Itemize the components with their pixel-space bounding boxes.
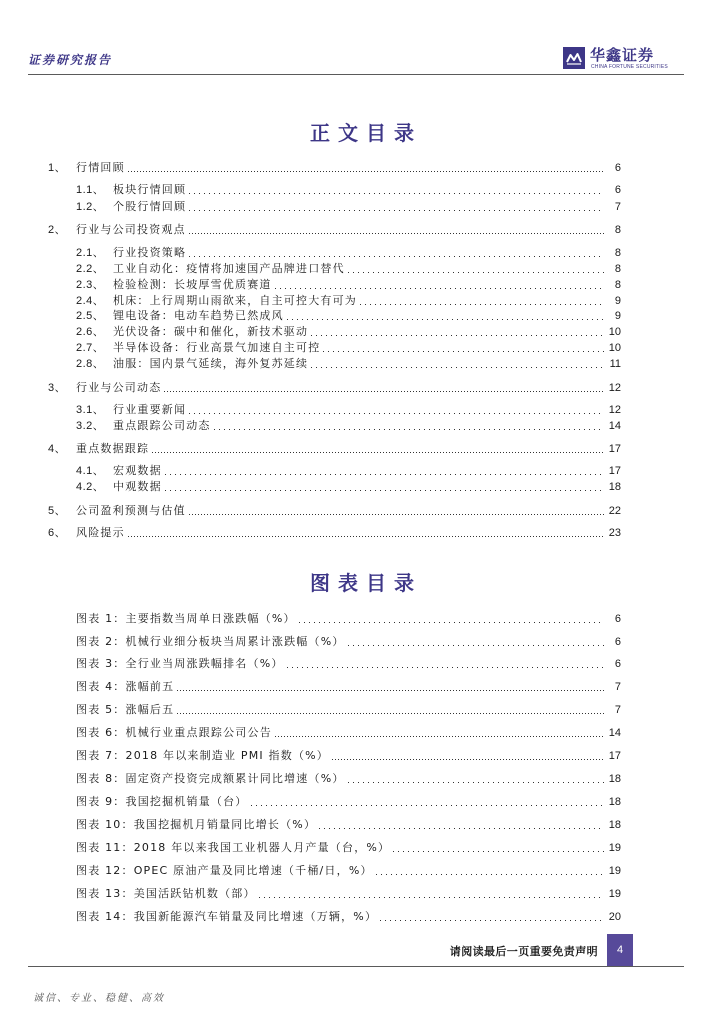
report-type-label: 证券研究报告 xyxy=(28,53,113,67)
dot-leader xyxy=(275,736,604,737)
toc-entry-page: 7 xyxy=(614,201,621,213)
figure-entry-label: 图表 7： xyxy=(76,749,126,762)
figure-entry-page: 6 xyxy=(614,658,621,670)
toc-title: 正文目录 xyxy=(310,121,422,145)
figure-entry[interactable] xyxy=(76,772,621,786)
figure-entry-page: 19 xyxy=(608,865,621,877)
figure-entry[interactable] xyxy=(76,864,621,878)
toc-entry-number: 2.8、 xyxy=(76,358,105,370)
figure-entry-label: 图表 9： xyxy=(76,795,126,808)
toc-entry-number: 1.1、 xyxy=(76,184,105,196)
figure-entry-title: 我国挖掘机月销量同比增长（%） xyxy=(133,818,317,831)
toc-entry[interactable] xyxy=(48,504,621,518)
figure-entry-title: 主要指数当周单日涨跌幅（%） xyxy=(125,612,296,625)
figure-entry[interactable] xyxy=(76,795,621,809)
toc-entry[interactable] xyxy=(76,341,621,355)
toc-entry-page: 6 xyxy=(614,184,621,196)
figure-entry-title: 2018 年以来我国工业机器人月产量（台，%） xyxy=(133,841,391,854)
toc-entry[interactable] xyxy=(76,464,621,478)
toc-entry-page: 8 xyxy=(614,224,621,236)
toc-entry-page: 9 xyxy=(614,295,621,307)
toc-entry[interactable] xyxy=(76,262,621,276)
figure-entry-label: 图表 3： xyxy=(76,657,126,670)
figure-entry[interactable] xyxy=(76,818,621,832)
figure-entry[interactable] xyxy=(76,887,621,901)
toc-entry-title: 机床：上行周期山雨欲来，自主可控大有可为 xyxy=(113,294,357,307)
huaxin-logo-icon xyxy=(563,47,585,69)
dot-leader xyxy=(177,690,604,691)
dot-leader xyxy=(189,413,604,414)
toc-entry-page: 8 xyxy=(614,247,621,259)
figure-entry-label: 图表 2： xyxy=(76,635,126,648)
dot-leader xyxy=(348,272,604,273)
figure-entry-page: 14 xyxy=(608,727,621,739)
toc-entry-title: 工业自动化：疫情将加速国产品牌进口替代 xyxy=(113,262,345,275)
toc-entry-title: 重点数据跟踪 xyxy=(76,442,150,455)
figure-entry[interactable] xyxy=(76,657,621,671)
dot-leader xyxy=(164,391,603,392)
toc-entry[interactable] xyxy=(48,526,621,540)
toc-entry[interactable] xyxy=(76,480,621,494)
toc-entry[interactable] xyxy=(48,161,621,175)
toc-entry-number: 2.5、 xyxy=(76,310,105,322)
company-logo-english: CHINA FORTUNE SECURITIES xyxy=(591,64,668,70)
dot-leader xyxy=(128,536,604,537)
figure-entry-page: 19 xyxy=(608,888,621,900)
toc-entry-title: 行业投资策略 xyxy=(113,246,187,259)
toc-entry[interactable] xyxy=(48,442,621,456)
toc-entry-number: 3、 xyxy=(48,382,67,394)
dot-leader xyxy=(311,367,604,368)
dot-leader xyxy=(251,805,604,806)
company-logo-name: 华鑫证券 xyxy=(590,46,655,64)
figure-entry-title: 涨幅后五 xyxy=(125,703,175,716)
dot-leader xyxy=(393,851,604,852)
toc-entry[interactable] xyxy=(76,294,621,308)
figure-entry-title: 机械行业细分板块当周累计涨跌幅（%） xyxy=(125,635,345,648)
figure-entry-title: 美国活跃钻机数（部） xyxy=(133,887,256,900)
dot-leader xyxy=(189,210,604,211)
toc-entry-page: 10 xyxy=(608,326,621,338)
figure-entry-title: 2018 年以来制造业 PMI 指数（%） xyxy=(125,749,330,762)
disclaimer-notice: 请阅读最后一页重要免责声明 xyxy=(449,945,598,958)
figure-list-title: 图表目录 xyxy=(310,571,422,595)
figure-entry-label: 图表 8： xyxy=(76,772,126,785)
toc-entry-page: 10 xyxy=(608,342,621,354)
figure-entry-page: 18 xyxy=(608,819,621,831)
toc-entry[interactable] xyxy=(76,419,621,433)
figure-entry[interactable] xyxy=(76,749,621,763)
figure-entry-label: 图表 11： xyxy=(76,841,134,854)
figure-entry-page: 19 xyxy=(608,842,621,854)
toc-entry-page: 9 xyxy=(614,310,621,322)
dot-leader xyxy=(376,874,604,875)
toc-entry-page: 23 xyxy=(608,527,621,539)
toc-entry-number: 1.2、 xyxy=(76,201,105,213)
figure-entry-page: 17 xyxy=(608,750,621,762)
dot-leader xyxy=(287,319,604,320)
toc-entry[interactable] xyxy=(76,278,621,292)
figure-entry-label: 图表 5： xyxy=(76,703,126,716)
figure-entry-page: 18 xyxy=(608,773,621,785)
figure-entry-label: 图表 4： xyxy=(76,680,126,693)
footer-divider xyxy=(28,966,684,967)
dot-leader xyxy=(189,256,604,257)
figure-entry-title: OPEC 原油产量及同比增速（千桶/日，%） xyxy=(133,864,373,877)
toc-entry[interactable] xyxy=(48,223,621,237)
toc-entry-number: 2.4、 xyxy=(76,295,105,307)
toc-entry-page: 8 xyxy=(614,263,621,275)
toc-entry-number: 5、 xyxy=(48,505,67,517)
figure-entry-label: 图表 1： xyxy=(76,612,126,625)
page-number-badge: 4 xyxy=(607,934,633,967)
toc-entry-number: 4.2、 xyxy=(76,481,105,493)
toc-entry-number: 3.1、 xyxy=(76,404,105,416)
figure-entry[interactable] xyxy=(76,680,621,694)
dot-leader xyxy=(189,514,604,515)
toc-entry-number: 1、 xyxy=(48,162,67,174)
dot-leader xyxy=(299,622,604,623)
toc-entry-page: 18 xyxy=(608,481,621,493)
toc-entry-number: 4.1、 xyxy=(76,465,105,477)
toc-entry-title: 油服：国内景气延续，海外复苏延续 xyxy=(113,357,309,370)
figure-entry[interactable] xyxy=(76,703,621,717)
toc-entry-page: 17 xyxy=(608,465,621,477)
toc-entry-title: 行业与公司动态 xyxy=(76,381,162,394)
toc-entry-title: 行业与公司投资观点 xyxy=(76,223,186,236)
dot-leader xyxy=(214,429,604,430)
figure-entry[interactable] xyxy=(76,841,621,855)
toc-entry-title: 行业重要新闻 xyxy=(113,403,187,416)
toc-entry-number: 2.1、 xyxy=(76,247,105,259)
toc-entry[interactable] xyxy=(76,309,621,323)
toc-entry-title: 光伏设备：碳中和催化，新技术驱动 xyxy=(113,325,309,338)
figure-entry-title: 我国新能源汽车销量及同比增速（万辆，%） xyxy=(133,910,378,923)
toc-entry-title: 板块行情回顾 xyxy=(113,183,187,196)
figure-entry-page: 7 xyxy=(614,704,621,716)
dot-leader xyxy=(332,759,604,760)
toc-entry[interactable] xyxy=(76,403,621,417)
toc-entry-page: 11 xyxy=(609,358,621,370)
figure-entry-label: 图表 12： xyxy=(76,864,134,877)
toc-entry-number: 2.2、 xyxy=(76,263,105,275)
toc-entry-number: 6、 xyxy=(48,527,67,539)
figure-entry-page: 18 xyxy=(608,796,621,808)
toc-entry[interactable] xyxy=(48,381,621,395)
figure-entry-label: 图表 6： xyxy=(76,726,126,739)
figure-entry-page: 6 xyxy=(614,613,621,625)
toc-entry[interactable] xyxy=(76,200,621,214)
toc-entry-number: 2.7、 xyxy=(76,342,105,354)
dot-leader xyxy=(348,645,604,646)
toc-entry-page: 22 xyxy=(608,505,621,517)
toc-entry-number: 2、 xyxy=(48,224,67,236)
toc-entry[interactable] xyxy=(76,246,621,260)
dot-leader xyxy=(259,897,604,898)
toc-entry-page: 14 xyxy=(608,420,621,432)
toc-entry[interactable] xyxy=(76,325,621,339)
toc-entry-number: 2.6、 xyxy=(76,326,105,338)
toc-entry-number: 3.2、 xyxy=(76,420,105,432)
dot-leader xyxy=(275,288,604,289)
toc-entry-title: 重点跟踪公司动态 xyxy=(113,419,211,432)
toc-entry[interactable] xyxy=(76,357,621,371)
figure-entry-page: 7 xyxy=(614,681,621,693)
figure-entry-title: 全行业当周涨跌幅排名（%） xyxy=(125,657,284,670)
dot-leader xyxy=(165,474,604,475)
figure-entry[interactable] xyxy=(76,726,621,740)
dot-leader xyxy=(348,782,604,783)
dot-leader xyxy=(152,452,604,453)
figure-entry[interactable] xyxy=(76,910,621,924)
toc-entry-title: 半导体设备：行业高景气加速自主可控 xyxy=(113,341,321,354)
dot-leader xyxy=(360,304,604,305)
dot-leader xyxy=(380,920,604,921)
figure-entry-page: 6 xyxy=(614,636,621,648)
toc-entry-title: 中观数据 xyxy=(113,480,162,493)
dot-leader xyxy=(323,351,603,352)
figure-entry-title: 固定资产投资完成额累计同比增速（%） xyxy=(125,772,345,785)
toc-entry-page: 17 xyxy=(608,443,621,455)
toc-entry-number: 2.3、 xyxy=(76,279,105,291)
toc-entry-number: 4、 xyxy=(48,443,67,455)
toc-entry-title: 宏观数据 xyxy=(113,464,162,477)
figure-entry-label: 图表 10： xyxy=(76,818,134,831)
dot-leader xyxy=(177,713,604,714)
toc-entry-page: 12 xyxy=(608,404,621,416)
toc-entry-title: 个股行情回顾 xyxy=(113,200,187,213)
toc-entry-title: 锂电设备：电动车趋势已然成风 xyxy=(113,309,284,322)
dot-leader xyxy=(311,335,604,336)
toc-entry-title: 风险提示 xyxy=(76,526,125,539)
dot-leader xyxy=(189,233,604,234)
dot-leader xyxy=(165,490,604,491)
toc-entry[interactable] xyxy=(76,183,621,197)
dot-leader xyxy=(287,667,604,668)
figure-entry-title: 涨幅前五 xyxy=(125,680,175,693)
dot-leader xyxy=(128,171,604,172)
figure-entry-page: 20 xyxy=(608,911,621,923)
toc-entry-page: 8 xyxy=(614,279,621,291)
figure-entry-label: 图表 14： xyxy=(76,910,134,923)
figure-entry-title: 我国挖掘机销量（台） xyxy=(125,795,248,808)
header-divider xyxy=(28,74,684,75)
toc-entry-title: 公司盈利预测与估值 xyxy=(76,504,186,517)
figure-entry-label: 图表 13： xyxy=(76,887,134,900)
figure-entry[interactable] xyxy=(76,635,621,649)
dot-leader xyxy=(319,828,604,829)
figure-entry[interactable] xyxy=(76,612,621,626)
toc-entry-title: 检验检测：长坡厚雪优质赛道 xyxy=(113,278,272,291)
toc-entry-title: 行情回顾 xyxy=(76,161,125,174)
toc-entry-page: 12 xyxy=(608,382,621,394)
dot-leader xyxy=(189,193,604,194)
toc-entry-page: 6 xyxy=(614,162,621,174)
company-motto: 诚信、专业、稳健、高效 xyxy=(33,993,165,1004)
figure-entry-title: 机械行业重点跟踪公司公告 xyxy=(125,726,272,739)
